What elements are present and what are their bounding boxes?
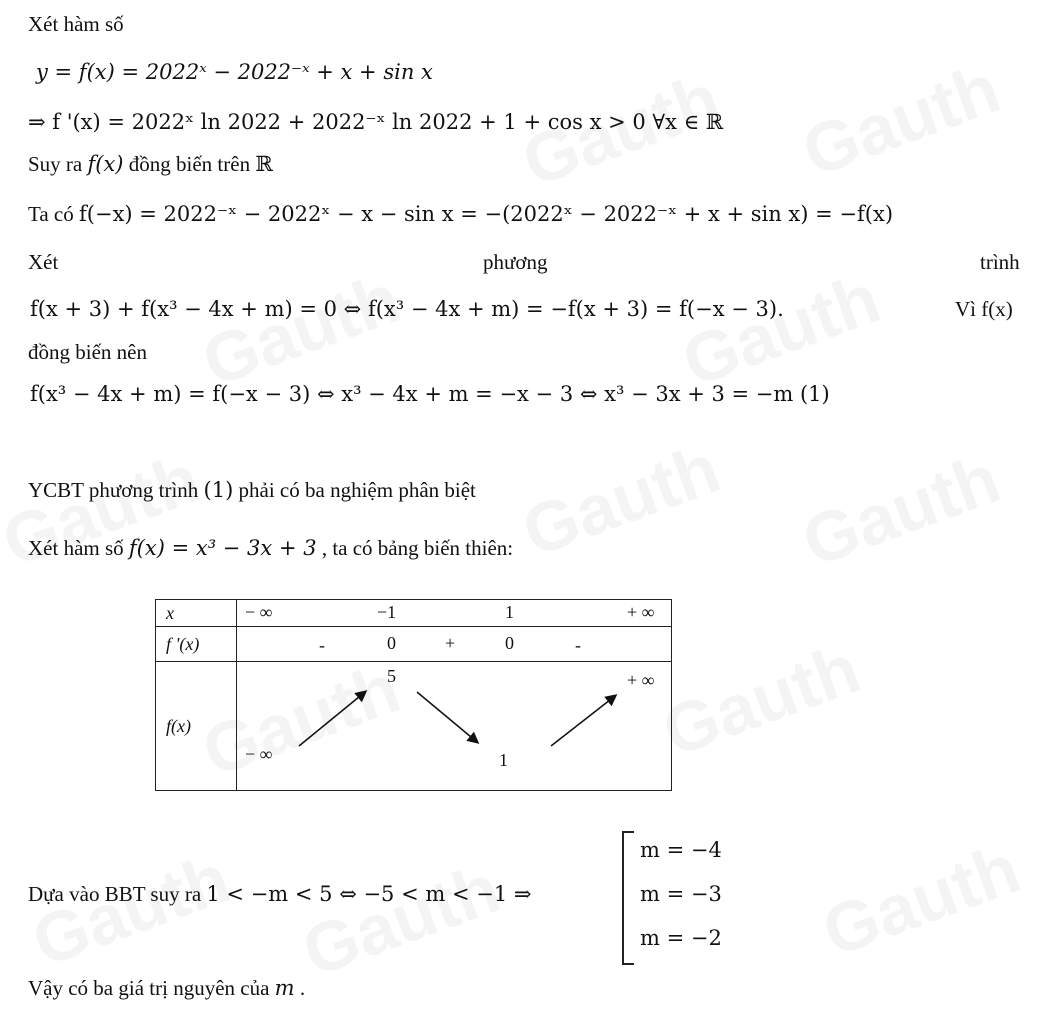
watermark — [672, 258, 889, 402]
variation-arrows — [237, 662, 671, 790]
derivative-cell — [237, 627, 672, 662]
final-period: . — [299, 976, 306, 1000]
requirement-label: YCBT phương trình — [28, 478, 199, 502]
x-value: −1 — [377, 602, 397, 622]
consider-label: Xét — [28, 250, 59, 274]
final-variable: m — [274, 976, 295, 1000]
x-value: 1 — [505, 602, 514, 622]
variation-table — [155, 599, 672, 791]
increasing-text: đồng biến nên — [28, 340, 147, 364]
equation-word: trình — [980, 250, 1020, 274]
x-value: + ∞ — [627, 602, 655, 622]
study-tail: , ta có bảng biến thiên: — [321, 536, 514, 560]
final-label: Vậy có ba giá trị nguyên của — [28, 976, 270, 1000]
derivative-line: ⇒ f '(x) = 2022ˣ ln 2022 + 2022⁻ˣ ln 2022 + 1 + cos x > 0 ∀x ∈ ℝ — [28, 110, 724, 134]
requirement-tail: phải có ba nghiệm phân biệt — [238, 478, 476, 502]
case-value: m = −3 — [640, 882, 722, 906]
x-values-cell — [237, 600, 672, 627]
sign-value: - — [575, 635, 581, 655]
watermark — [512, 428, 729, 572]
intro-text: Xét hàm số — [28, 12, 124, 36]
arrow-up-icon — [551, 696, 615, 746]
requirement-line — [28, 478, 476, 503]
row-label-function: f(x) — [156, 662, 237, 791]
equation-ref: (1) — [203, 478, 234, 502]
sign-value: 0 — [387, 633, 396, 653]
because-text: Vì f(x) — [955, 297, 1013, 321]
sign-value: - — [319, 635, 325, 655]
x-value: − ∞ — [245, 602, 273, 622]
f-value: + ∞ — [627, 670, 655, 690]
watermark — [812, 828, 1029, 972]
sign-value: 0 — [505, 633, 514, 653]
monotonic-label: Suy ra — [28, 152, 83, 176]
function-definition: y = f(x) = 2022ˣ − 2022⁻ˣ + x + sin x — [36, 60, 433, 84]
conclusion-label: Dựa vào BBT suy ra — [28, 882, 202, 906]
row-label-derivative: f '(x) — [156, 627, 237, 662]
sign-value: + — [445, 633, 456, 653]
cases-bracket — [622, 831, 634, 965]
case-value: m = −2 — [640, 926, 722, 950]
watermark — [652, 628, 869, 772]
conclusion-inequality: 1 < −m < 5 ⇔ −5 < m < −1 ⇒ — [206, 882, 532, 906]
function-cell — [237, 662, 672, 791]
f-value: − ∞ — [245, 744, 273, 764]
study-label: Xét hàm số — [28, 536, 124, 560]
reduction-line: f(x³ − 4x + m) = f(−x − 3) ⇔ x³ − 4x + m = −x − 3 ⇔ x³ − 3x + 3 = −m (1) — [30, 382, 830, 406]
conclusion-line — [28, 882, 531, 907]
odd-label: Ta có — [28, 202, 74, 226]
monotonic-tail: đồng biến trên ℝ — [128, 152, 273, 176]
watermark — [22, 838, 239, 982]
odd-function-line — [28, 202, 893, 227]
study-function: f(x) = x³ − 3x + 3 — [128, 536, 317, 560]
watermark — [792, 48, 1009, 192]
watermark — [192, 258, 409, 402]
f-value: 5 — [387, 666, 396, 686]
watermark — [792, 438, 1009, 582]
odd-equation: f(−x) = 2022⁻ˣ − 2022ˣ − x − sin x = −(2022ˣ − 2022⁻ˣ + x + sin x) = −f(x) — [79, 202, 894, 226]
final-answer-line — [28, 976, 305, 1001]
equation-label: phương — [483, 250, 548, 274]
arrow-up-icon — [299, 692, 365, 746]
f-value: 1 — [499, 750, 508, 770]
watermark — [292, 848, 509, 992]
monotonic-line — [28, 152, 273, 177]
study-function-line — [28, 536, 513, 561]
equation-line: f(x + 3) + f(x³ − 4x + m) = 0 ⇔ f(x³ − 4x + m) = −f(x + 3) = f(−x − 3). — [30, 297, 784, 321]
row-label-x: x — [156, 600, 237, 627]
case-value: m = −4 — [640, 838, 722, 862]
monotonic-function: f(x) — [87, 152, 124, 176]
arrow-down-icon — [417, 692, 477, 742]
